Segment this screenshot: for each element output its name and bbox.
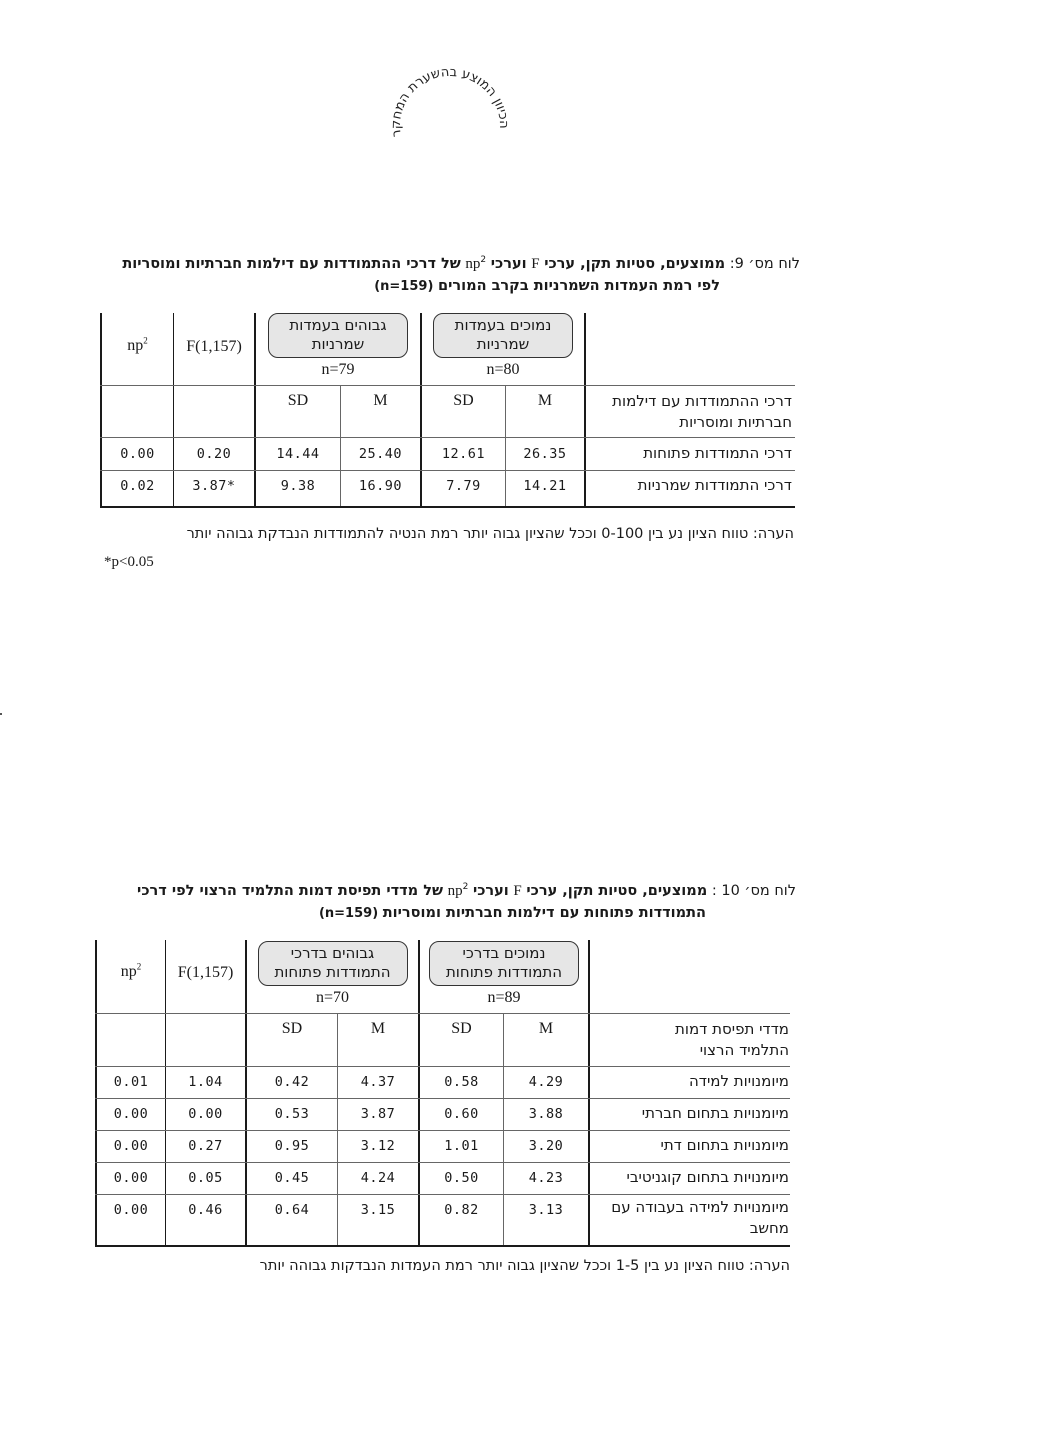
table10-hline (95, 1098, 790, 1099)
table9-group-low-label: נמוכים בעמדות שמרניות (433, 313, 573, 358)
table10-group-low-n: n=89 (487, 989, 521, 1006)
table9-row-label: דרכי התמודדות פתוחות (643, 444, 792, 462)
table10-high-m-header: M (370, 1020, 386, 1037)
table9-cell-low-m: 26.35 (523, 446, 567, 462)
table9-cell-high-m: 25.40 (358, 446, 403, 462)
table10-cell-high-m: 3.15 (360, 1202, 396, 1218)
table10-divider (165, 940, 166, 1246)
table10-hline (95, 1130, 790, 1131)
table10-cell-high-m: 4.24 (360, 1170, 396, 1186)
table10-row-label: מיומנויות בתחום דתי (660, 1136, 789, 1154)
table10-divider (588, 940, 590, 1246)
table10-cell-low-sd: 1.01 (444, 1138, 479, 1154)
table9-cell-high-sd: 14.44 (276, 446, 320, 462)
table10-cell-np: 0.00 (113, 1138, 149, 1154)
table9-note: הערה: טווח הציון נע בין 0-100 וככל שהציון גבוה יותר רמת הנטיה להתמודדות הנבדקת גבוהה יותר (186, 526, 794, 542)
table9-cell-high-sd: 9.38 (280, 478, 316, 494)
table9-divider (584, 313, 586, 507)
table9-cell-F: 0.20 (196, 446, 232, 462)
table9-group-high-n: n=79 (321, 361, 355, 378)
table10-group-low-label: נמוכים בדרכי התמודדות פתוחות (429, 941, 579, 986)
table10-caption-line1: לוח מס׳ 10 : ממוצעים, סטיות תקן, ערכי F וערכי $np^2$ של מדדי תפיסת דמות התלמיד הרצוי לפי דרכי (137, 882, 796, 899)
table9-caption (96, 253, 800, 298)
table9-row-label: דרכי התמודדות שמרניות (637, 476, 792, 494)
table10-cell-low-sd: 0.50 (444, 1170, 479, 1186)
table10-group-high-n: n=70 (315, 989, 350, 1006)
table10-cell-high-m: 4.37 (360, 1074, 396, 1090)
margin-mark (0, 713, 2, 715)
table9-row-header: דרכי ההתמודדות עם דילמות חברתיות ומוסריות (612, 392, 792, 431)
table9-cell-low-sd: 12.61 (441, 446, 486, 462)
table10-row-label: מיומנויות למידה בעבודה עם מחשב (611, 1198, 789, 1237)
table9-significance-note: *p<0.05 (104, 554, 154, 570)
table10-row-label: מיומנויות בתחום חברתי (641, 1104, 789, 1122)
table10-cell-high-sd: 0.64 (274, 1202, 310, 1218)
table9-cell-low-sd: 7.79 (446, 478, 481, 494)
table10-cell-low-m: 4.23 (528, 1170, 564, 1186)
table10-cell-np: 0.00 (113, 1202, 149, 1218)
table9-group-high-label: גבוהים בעמדות שמרניות (268, 313, 408, 358)
table10-cell-low-sd: 0.60 (444, 1106, 479, 1122)
seal-text: הכיוון המוצע בהשערת המחקר (388, 64, 512, 139)
table10-cell-np: 0.00 (113, 1170, 149, 1186)
table10-group-high (247, 941, 418, 1007)
table9-cell-high-m: 16.90 (358, 478, 403, 494)
table9-hline (100, 470, 795, 471)
table9-cell-np: 0.00 (120, 446, 155, 462)
table10-row-label: מיומנויות בתחום קוגניטיבי (626, 1168, 789, 1186)
table10-cell-high-m: 3.12 (360, 1138, 396, 1154)
circular-seal-stamp (380, 40, 520, 160)
table10-hline (95, 1194, 790, 1195)
table10-cell-np: 0.00 (113, 1106, 149, 1122)
table10-cell-low-m: 3.13 (528, 1202, 564, 1218)
table10-cell-F: 1.04 (188, 1074, 223, 1090)
table9-group-low-n: n=80 (486, 361, 520, 378)
table9-caption-line1: לוח מס׳ 9: ממוצעים, סטיות תקן, ערכי F וערכי $np^2$ של דרכי ההתמודדות עם דילמות חברתיות ומוסריות (122, 255, 800, 272)
table9-col-F: F(1,157) (186, 338, 242, 355)
table10-cell-F: 0.05 (188, 1170, 223, 1186)
table10-cell-high-m: 3.87 (360, 1106, 396, 1122)
table10-cell-np: 0.01 (113, 1074, 149, 1090)
table10-hline (95, 1162, 790, 1163)
table9-low-sd-header: SD (453, 392, 474, 409)
table10-cell-high-sd: 0.95 (274, 1138, 310, 1154)
table9-low-m-header: M (537, 392, 553, 409)
table10-cell-low-m: 3.88 (528, 1106, 564, 1122)
table10-left-border (95, 940, 97, 1246)
table10-note: הערה: טווח הציון נע בין 1-5 וככל שהציון גבוה יותר רמת העמדות הנבדקות גבוהה יותר (259, 1258, 790, 1274)
table9-group-high (256, 313, 420, 379)
table10-cell-F: 0.00 (188, 1106, 223, 1122)
table9-group-low (422, 313, 584, 379)
table9-caption-line2: לפי רמת העמדות השמרניות בקרב המורים (n=159) (374, 278, 720, 294)
table9-high-sd-header: SD (287, 392, 309, 409)
table9-bottom-border (100, 506, 795, 508)
table10-cell-low-m: 3.20 (528, 1138, 564, 1154)
table10-high-sd-header: SD (281, 1020, 303, 1037)
table10-group-high-label: גבוהים בדרכי התמודדות פתוחות (258, 941, 408, 986)
table10-hline (95, 1066, 790, 1067)
table10-cell-high-sd: 0.42 (274, 1074, 310, 1090)
table10-caption (96, 880, 796, 925)
table10-cell-low-m: 4.29 (528, 1074, 564, 1090)
table9-cell-F: 3.87* (192, 478, 236, 494)
table9-cell-low-m: 14.21 (523, 478, 567, 494)
table9-high-m-header: M (373, 392, 388, 409)
table10-row-label: מיומנויות למידה (688, 1072, 789, 1090)
table10-col-F: F(1,157) (177, 964, 234, 981)
table9-col-np: $np^2$ (127, 335, 148, 354)
table10-cell-F: 0.46 (188, 1202, 223, 1218)
table10-cell-high-sd: 0.53 (274, 1106, 310, 1122)
table10-bottom-border (95, 1245, 790, 1247)
table10-cell-low-sd: 0.58 (444, 1074, 479, 1090)
table10-cell-F: 0.27 (188, 1138, 223, 1154)
table10-row-header: מדדי תפיסת דמות התלמיד הרצוי (675, 1020, 789, 1059)
table10-cell-high-sd: 0.45 (274, 1170, 310, 1186)
table10-caption-line2: התמודדות פתוחות עם דילמות חברתיות ומוסריות (n=159) (318, 905, 706, 921)
table10-col-np: $np^2$ (120, 961, 142, 980)
table9-cell-np: 0.02 (120, 478, 155, 494)
table10-cell-low-sd: 0.82 (444, 1202, 479, 1218)
table10-low-sd-header: SD (451, 1020, 472, 1037)
table9-hline (100, 385, 795, 386)
table10-group-low (420, 941, 588, 1007)
table9-hline (100, 437, 795, 438)
table10-low-m-header: M (538, 1020, 554, 1037)
table10-hline (95, 1013, 790, 1014)
